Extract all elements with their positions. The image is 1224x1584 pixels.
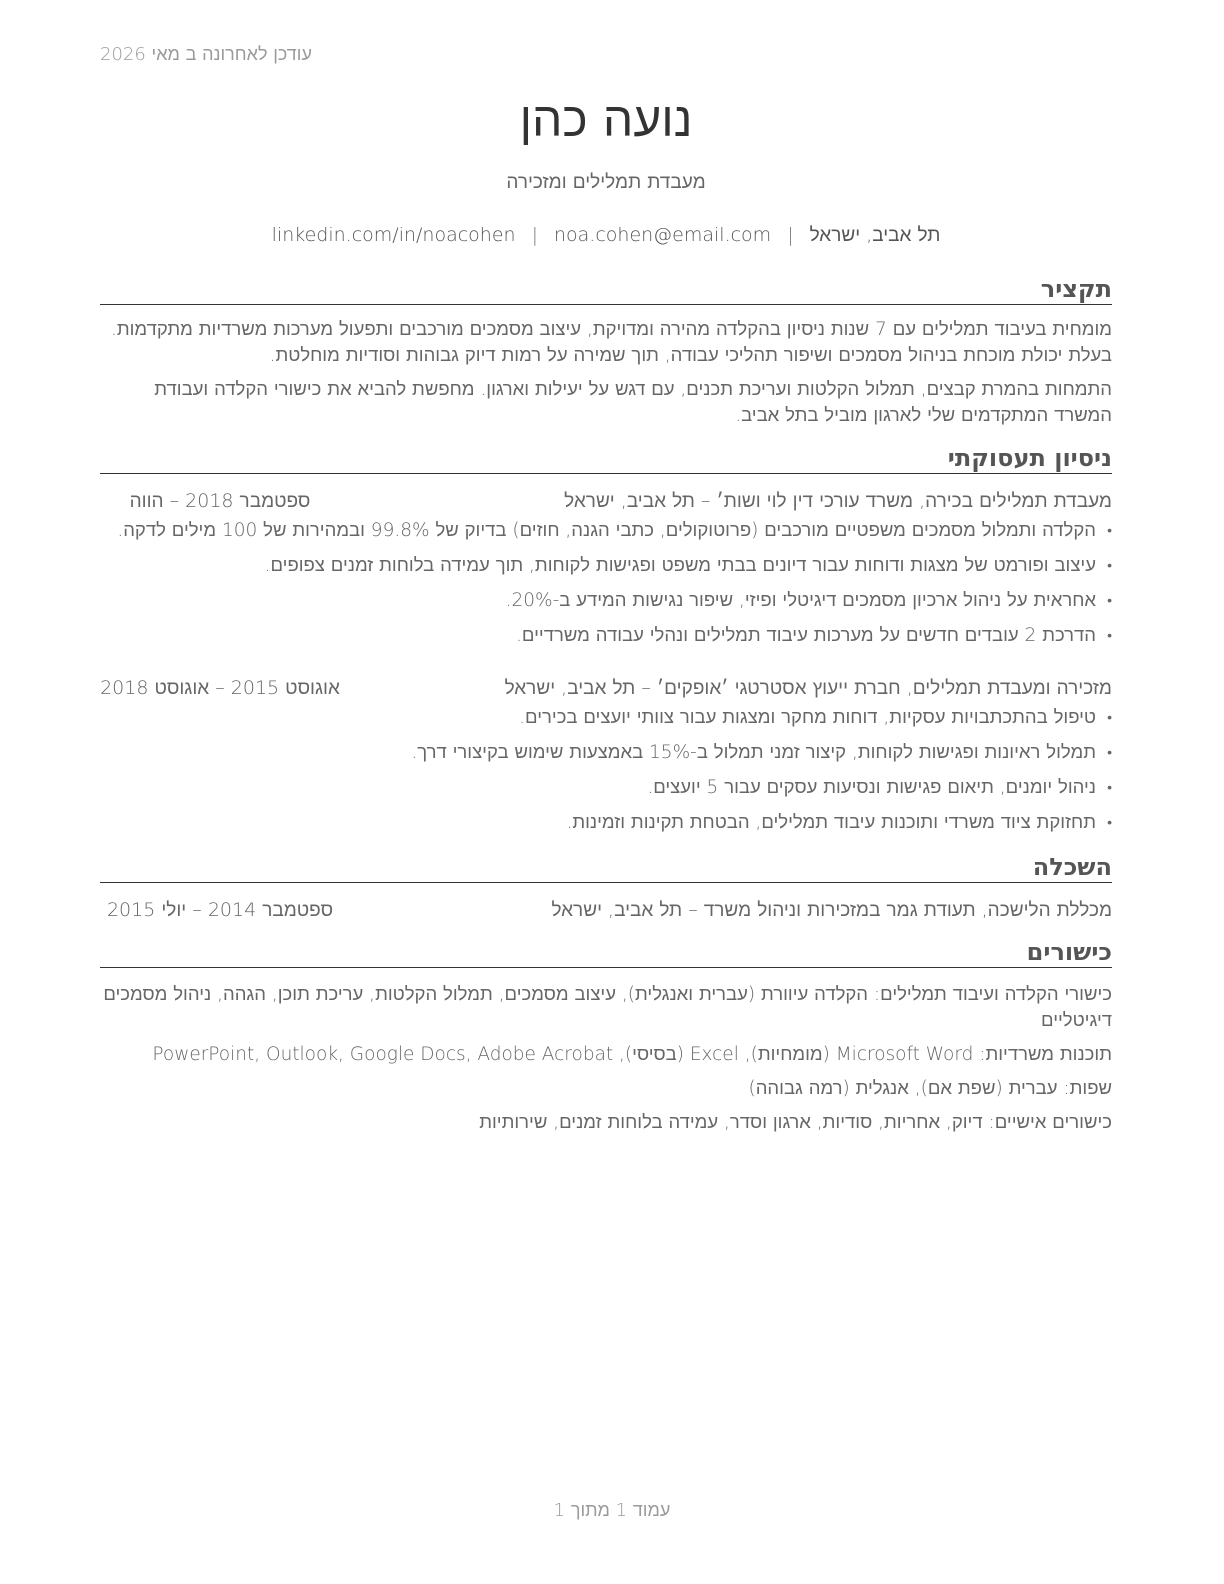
summary-section (100, 274, 1112, 429)
job-bullet: • ניהול יומנים, תיאום פגישות ונסיעות עסקים עבור 5 יועצים. (100, 775, 1112, 801)
summary-paragraph: התמחות בהמרת קבצים, תמלול הקלטות ועריכת תכנים, עם דגש על יעילות וארגון. מחפשת להביא את כישורי הקלדה ועבודת המשרד המתקדמים שלי לארגון מוביל בתל אביב. (154, 379, 1112, 426)
education-entry (100, 897, 1112, 923)
skills-line: תוכנות משרדיות: Microsoft Word (מומחיות), Excel (בסיסי), PowerPoint, Outlook, Google Docs, Adobe Acrobat (152, 1044, 1112, 1065)
summary-paragraph: מומחית בעיבוד תמלילים עם 7 שנות ניסיון בהקלדה מהירה ומדויקת, עיצוב מסמכים מורכבים ותפעול מערכות משרדיות מתקדמות. בעלת יכולת מוכחת בניהול מסמכים ושיפור תהליכי עבודה, תוך שמירה על רמות דיוק גבוהות וסודיות מוחלטת. (110, 319, 1112, 366)
job-bullet: • טיפול בהתכתבויות עסקיות, דוחות מחקר ומצגות עבור צוותי יועצים בכירים. (100, 705, 1112, 731)
skills-line: כישורי הקלדה ועיבוד תמלילים: הקלדה עיוורת (עברית ואנגלית), עיצוב מסמכים, תמלול הקלטות, עריכת תוכן, הגהה, ניהול מסמכים דיגיטליים (103, 984, 1112, 1031)
education-section (100, 852, 1112, 923)
contact-linkedin: linkedin.com/in/noacohen (271, 224, 516, 246)
skills-line: כישורים אישיים: דיוק, אחריות, סודיות, ארגון וסדר, עמידה בלוחות זמנים, שירותיות (479, 1112, 1112, 1133)
job-bullets (100, 518, 1112, 649)
last-updated-note: עודכן לאחרונה ב מאי 2026 (100, 44, 312, 65)
summary-heading: תקציר (100, 274, 1112, 305)
job-entry (100, 488, 1112, 649)
experience-section (100, 443, 1112, 836)
job-dates: אוגוסט 2015 – אוגוסט 2018 (100, 677, 340, 699)
education-heading: השכלה (100, 852, 1112, 883)
job-bullet: • תחזוקת ציוד משרדי ותוכנות עיבוד תמלילים, הבטחת תקינות וזמינות. (100, 810, 1112, 836)
candidate-name: נועה כהן (519, 92, 693, 148)
job-title: מזכירה ומעבדת תמלילים, חברת ייעוץ אסטרטגי ׳אופקים׳ – תל אביב, ישראל (504, 677, 1112, 699)
job-bullets (100, 705, 1112, 836)
experience-heading: ניסיון תעסוקתי (100, 443, 1112, 474)
contact-separator: | (787, 224, 794, 246)
education-dates: ספטמבר 2014 – יולי 2015 (106, 899, 334, 921)
job-bullet: • עיצוב ופורמט של מצגות ודוחות עבור דיונים בבתי משפט ופגישות לקוחות, תוך עמידה בלוחות זמנים צפופים. (100, 553, 1112, 579)
job-title: מעבדת תמלילים בכירה, משרד עורכי דין לוי ושות׳ – תל אביב, ישראל (564, 490, 1112, 512)
job-bullet: • הדרכת 2 עובדים חדשים על מערכות עיבוד תמלילים ונהלי עבודה משרדיים. (100, 623, 1112, 649)
job-dates: ספטמבר 2018 – הווה (129, 490, 311, 512)
contact-separator: | (531, 224, 538, 246)
job-entry (100, 675, 1112, 836)
contact-line (100, 222, 1112, 248)
skills-section (100, 937, 1112, 1136)
resume-document (100, 88, 1112, 1136)
job-bullet: • אחראית על ניהול ארכיון מסמכים דיגיטלי ופיזי, שיפור נגישות המידע ב-20%. (100, 588, 1112, 614)
candidate-title: מעבדת תמלילים ומזכירה (506, 171, 706, 193)
skills-heading: כישורים (100, 937, 1112, 968)
skills-line: שפות: עברית (שפת אם), אנגלית (רמה גבוהה) (748, 1078, 1112, 1099)
contact-email: noa.cohen@email.com (553, 224, 772, 246)
page-number: עמוד 1 מתוך 1 (553, 1500, 671, 1521)
job-bullet: • תמלול ראיונות ופגישות לקוחות, קיצור זמני תמלול ב-15% באמצעות שימוש בקיצורי דרך. (100, 740, 1112, 766)
education-title: מכללת הלישכה, תעודת גמר במזכירות וניהול משרד – תל אביב, ישראל (551, 899, 1112, 921)
contact-location: תל אביב, ישראל (809, 224, 941, 246)
job-bullet: • הקלדה ותמלול מסמכים משפטיים מורכבים (פרוטוקולים, כתבי הגנה, חוזים) בדיוק של 99.8% ובמהירות של 100 מילים לדקה. (100, 518, 1112, 544)
